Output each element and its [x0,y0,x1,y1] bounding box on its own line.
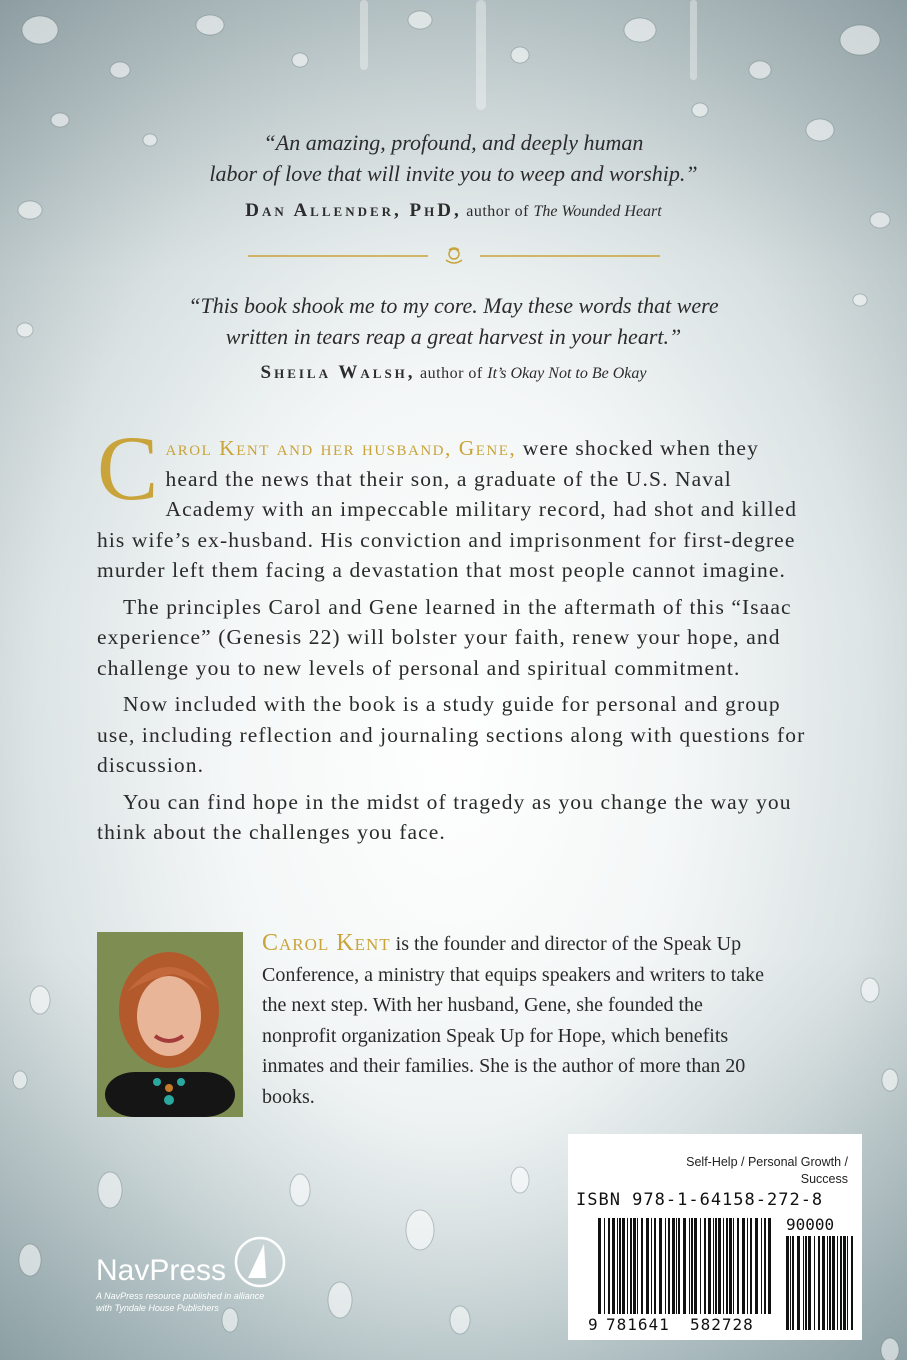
quote-1 [0,127,907,189]
quote-2 [0,290,907,352]
barcode-bar [641,1218,643,1314]
barcode-bar [715,1218,717,1314]
bio-author-name: Carol Kent [262,930,391,956]
quote-2-line-1: “This book shook me to my core. May these words that were [188,293,719,318]
publisher-tagline-line-2: with Tyndale House Publishers [96,1303,219,1313]
barcode-bar [694,1218,697,1314]
barcode-bar [630,1218,632,1314]
barcode-bar [792,1236,794,1330]
barcode-bar [827,1236,828,1330]
barcode-bar [646,1218,649,1314]
barcode-bar [627,1218,628,1314]
barcode-bar [678,1218,680,1314]
ean-group-2: 582728 [690,1315,754,1334]
barcode-bar [805,1236,807,1330]
barcode-bar [689,1218,690,1314]
barcode-bar [633,1218,636,1314]
author-bio [262,928,782,1112]
barcode-bar [822,1236,825,1330]
barcode-bar [847,1236,848,1330]
barcode-bar [700,1218,701,1314]
quote-1-author-name: Dan Allender, PhD, [245,200,462,221]
publisher-name: NavPress [96,1254,227,1287]
barcode-bar [622,1218,625,1314]
barcode-bar [691,1218,693,1314]
description-lead-in: arol Kent and her husband, Gene, [165,436,517,460]
barcode-bar [818,1236,820,1330]
barcode-bar [851,1236,853,1330]
quote-2-author-of: author of [420,365,483,382]
barcode-bar [637,1218,638,1314]
barcode-bar [750,1218,752,1314]
barcode-bar [843,1236,846,1330]
barcode-bar [619,1218,621,1314]
barcode-bar [729,1218,732,1314]
barcode-bar [672,1218,675,1314]
quote-1-book-title: The Wounded Heart [533,203,662,220]
description-paragraph-3: Now included with the book is a study guide for personal and group use, including reflection and journaling sections along with questions for discussion. [97,692,806,777]
barcode-bar [832,1236,835,1330]
price-code-text: 90000 [786,1215,835,1234]
barcode-bar [604,1218,605,1314]
barcode-bar [747,1218,748,1314]
barcode-bar [840,1236,842,1330]
description-paragraph-2: The principles Carol and Gene learned in the aftermath of this “Isaac experience” (Genesis 22) will bolster your faith, renew your hope, and challenge you to new levels of personal and spiritual commitment. [97,594,792,680]
barcode-bar [768,1218,771,1314]
book-category [686,1154,848,1188]
barcode-bar [612,1218,615,1314]
ean-group-1: 781641 [606,1315,670,1334]
barcode-bar [654,1218,656,1314]
barcode-bar [713,1218,714,1314]
description-paragraph-4: You can find hope in the midst of tragedy as you change the way you think about the challenges you face. [97,789,792,844]
barcode-bar [718,1218,721,1314]
drop-cap: C [97,417,160,519]
category-line-1: Self-Help / Personal Growth / [686,1155,848,1169]
barcode-bar [665,1218,666,1314]
flourish-icon [446,248,462,263]
ornament-divider [248,246,660,266]
barcode-bar [708,1218,711,1314]
author-photo [97,932,243,1117]
quote-1-line-1: “An amazing, profound, and deeply human [263,130,644,155]
barcode-bar [659,1218,662,1314]
barcode-bar [598,1218,601,1314]
author-portrait-icon [97,932,243,1117]
barcode-graphic [588,1214,856,1336]
quote-2-book-title: It’s Okay Not to Be Okay [487,365,647,382]
bio-text: is the founder and director of the Speak Up Conference, a ministry that equips speakers and writers to take the next step. With her husband, Gene, she founded the nonprofit organization Speak Up for Hope, which benefits inmates and their families. She is the author of more than 20 books. [262,933,765,1108]
barcode-bar [790,1236,791,1330]
category-line-2: Success [800,1172,848,1186]
barcode-bar [704,1218,706,1314]
barcode-panel [568,1134,862,1340]
quote-2-author-name: Sheila Walsh, [260,362,416,383]
description-paragraph-1 [97,417,813,586]
barcode-bar [786,1236,789,1330]
barcode-bar [668,1218,670,1314]
publisher-tagline [96,1290,264,1314]
barcode-bar [617,1218,618,1314]
barcode-bar [608,1218,610,1314]
quote-1-author-of: author of [466,203,529,220]
quote-2-line-2: written in tears reap a great harvest in your heart.” [225,324,682,349]
publisher-tagline-line-1: A NavPress resource published in alliance [96,1291,265,1301]
barcode-bar [676,1218,677,1314]
barcode-bar [737,1218,739,1314]
barcode-bar [726,1218,728,1314]
barcode-bar [742,1218,745,1314]
quote-1-attribution [0,200,907,222]
description-paragraph-1-text: were shocked when they heard the news that their son, a graduate of the U.S. Naval Academy with an impeccable military record, had shot and killed his wife’s ex-husband. His conviction and imprisonment for first-degree murder left them facing a devastation that most people cannot imagine. [97,436,798,582]
barcode-bar [814,1236,815,1330]
barcode-bar [837,1236,838,1330]
ean-lead-digit: 9 [588,1315,598,1334]
quote-1-line-2: labor of love that will invite you to weep and worship.” [209,161,698,186]
barcode-bar [764,1218,766,1314]
barcode-bar [803,1236,804,1330]
barcode-bar [808,1236,811,1330]
quote-2-attribution [0,362,907,384]
isbn-text: ISBN 978-1-64158-272-8 [576,1190,824,1210]
barcode-bar [829,1236,831,1330]
barcode-bar [683,1218,686,1314]
barcode-bar [723,1218,724,1314]
barcode-bar [733,1218,734,1314]
barcode-bar [797,1236,800,1330]
barcode-bar [755,1218,758,1314]
barcode-bar [651,1218,652,1314]
barcode-bar [761,1218,762,1314]
book-description [97,417,813,848]
